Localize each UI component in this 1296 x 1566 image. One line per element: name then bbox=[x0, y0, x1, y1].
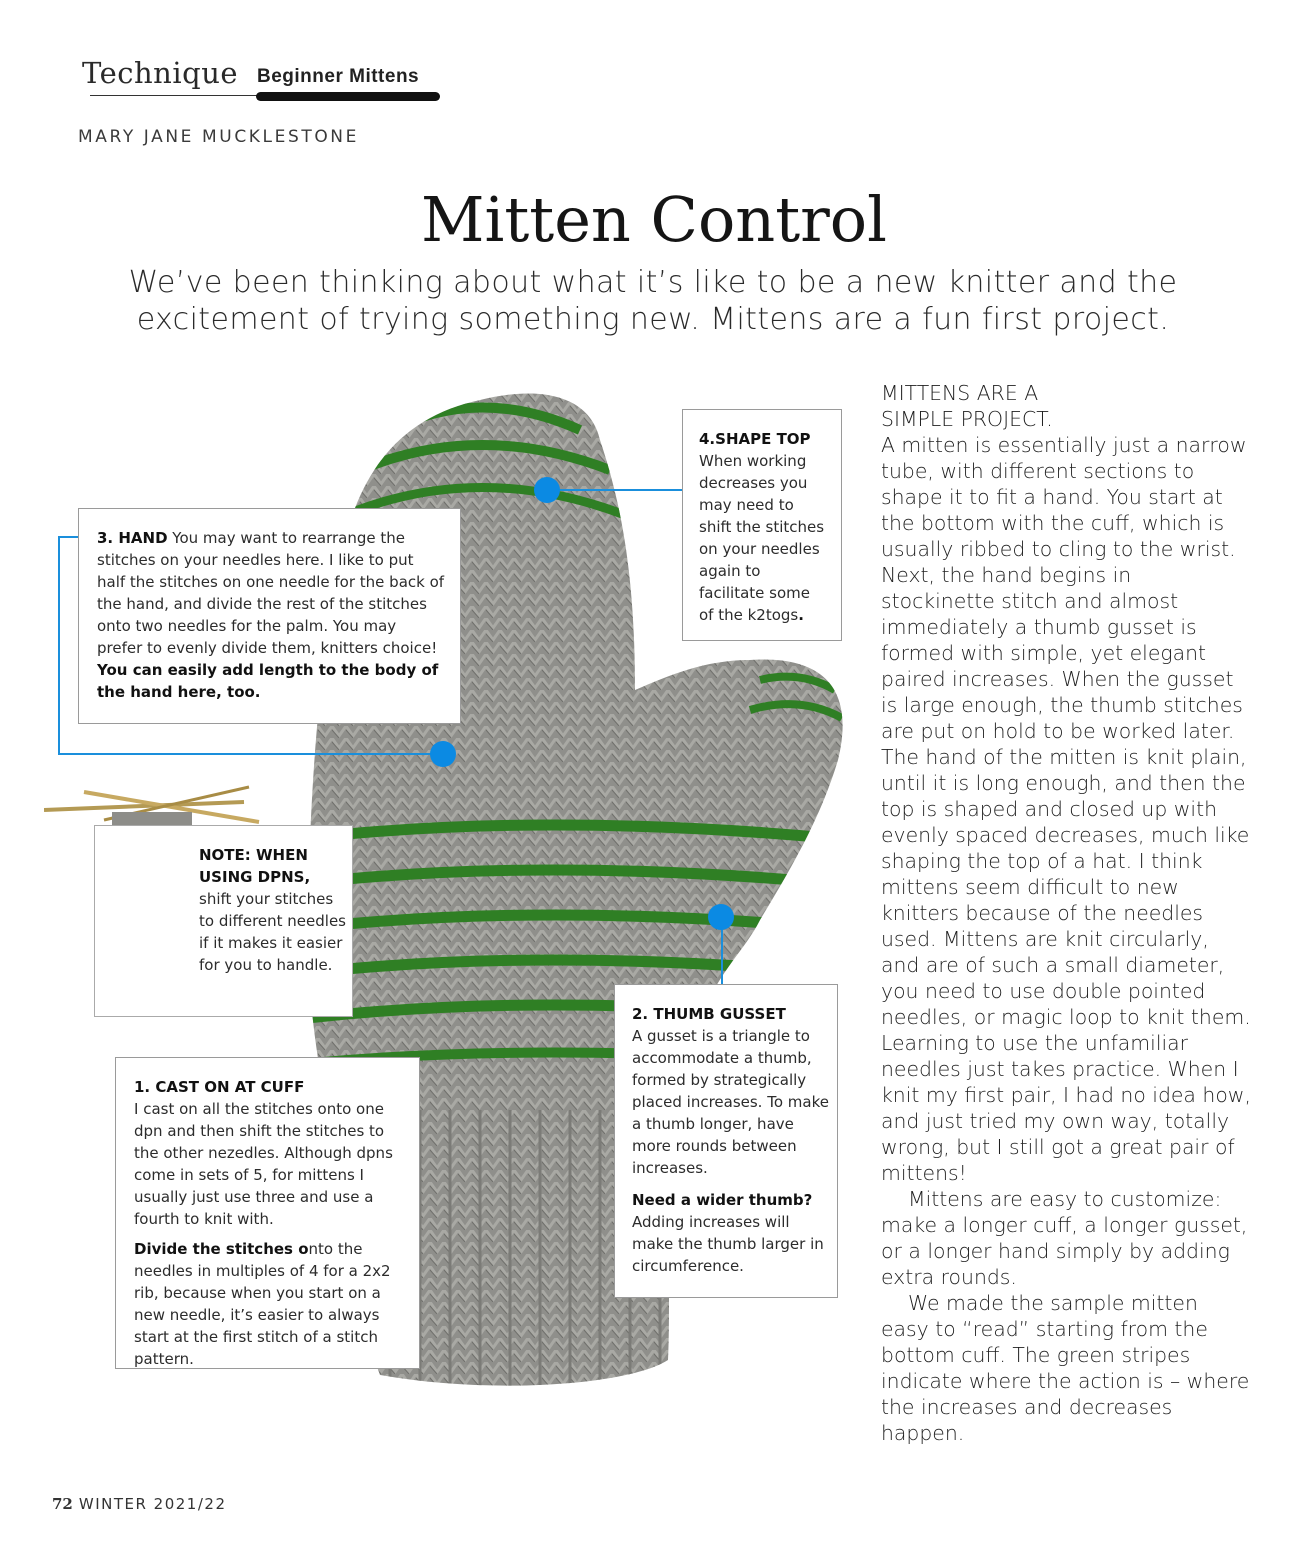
callout-note bbox=[94, 825, 353, 1017]
callout-cast-text: I cast on all the stitches onto one dpn and then shift the stitches to the other nezedles. Although dpns come in sets of 5, for mittens I usually just use three and use a fourth to knit with. bbox=[134, 1100, 393, 1228]
callout-cast-heading: 1. CAST ON AT CUFF bbox=[134, 1078, 305, 1096]
leader-hand-vertical bbox=[58, 536, 60, 755]
header-rule-thin bbox=[90, 95, 260, 96]
leader-shape-top bbox=[558, 489, 682, 491]
callout-hand-heading: 3. HAND bbox=[97, 529, 168, 547]
callout-cast-sub-text: nto the needles in multiples of 4 for a 2x2 rib, because when you start on a new needle, it’s easier to always start at the first stitch of a stitch pattern. bbox=[134, 1240, 391, 1368]
body-paragraph-3: We made the sample mitten easy to “read” starting from the bottom cuff. The green stripes indicate where the action is – where the increases and decreases happen. bbox=[881, 1291, 1250, 1445]
body-lead: MITTENS ARE A SIMPLE PROJECT. bbox=[881, 381, 1053, 431]
callout-cast-sub-bold: Divide the stitches o bbox=[134, 1240, 309, 1258]
section-label: Technique bbox=[82, 56, 239, 90]
callout-dot-hand bbox=[430, 741, 456, 767]
callout-note-text: shift your stitches to different needles if it makes it easier for you to handle. bbox=[199, 890, 346, 974]
callout-shape-tail: . bbox=[798, 606, 804, 624]
callout-thumb-sub-text: Adding increases will make the thumb larger in circumference. bbox=[632, 1213, 824, 1275]
issue-label: WINTER 2021/22 bbox=[78, 1495, 227, 1513]
header-rule-thick bbox=[256, 92, 440, 101]
callout-shape-text: When working decreases you may need to shift the stitches on your needles again to facilitate some of the k2togs bbox=[699, 452, 825, 624]
callout-note-heading: NOTE: WHEN USING DPNS, bbox=[199, 846, 311, 886]
callout-thumb-gusset bbox=[614, 984, 838, 1298]
callout-cast-on bbox=[115, 1057, 420, 1369]
article-deck: We’ve been thinking about what it’s like to be a new knitter and the excitement of trying something new. Mittens are a fun first project. bbox=[128, 265, 1178, 337]
article-title: Mitten Control bbox=[421, 183, 887, 256]
callout-shape-top bbox=[682, 409, 842, 641]
callout-thumb-text: A gusset is a triangle to accommodate a thumb, formed by strategically placed increases. To make a thumb longer, have more rounds between increases. bbox=[632, 1027, 829, 1177]
callout-hand-text: You may want to rearrange the stitches on your needles here. I like to put half the stitches on one needle for the back of the hand, and divide the rest of the stitches onto two needles for the palm. You may prefer to evenly divide them, knitters choice! bbox=[97, 529, 445, 657]
callout-thumb-sub-heading: Need a wider thumb? bbox=[632, 1191, 813, 1209]
page-footer bbox=[52, 1495, 227, 1513]
page-number: 72 bbox=[52, 1495, 73, 1513]
article-body bbox=[881, 380, 1251, 1446]
leader-hand-top bbox=[58, 536, 80, 538]
callout-thumb-heading: 2. THUMB GUSSET bbox=[632, 1005, 786, 1023]
leader-hand-horizontal bbox=[58, 753, 443, 755]
callout-hand-bold-tail: You can easily add length to the body of the hand here, too. bbox=[97, 661, 439, 701]
section-subtitle: Beginner Mittens bbox=[257, 66, 420, 87]
callout-shape-heading: 4.SHAPE TOP bbox=[699, 430, 811, 448]
callout-hand bbox=[78, 508, 461, 724]
callout-dot-shape-top bbox=[534, 477, 560, 503]
author-byline: MARY JANE MUCKLESTONE bbox=[78, 127, 359, 147]
body-paragraph-1: A mitten is essentially just a narrow tube, with different sections to shape it to fit a hand. You start at the bottom with the cuff, which is usually ribbed to cling to the wrist. Next, the hand begins in stockinette stitch and almost immediately a thumb gusset is formed with simple, yet elegant paired increases. When the gusset is large enough, the thumb stitches are put on hold to be worked later. The hand of the mitten is knit plain, until it is long enough, and then the top is shaped and closed up with evenly spaced decreases, much like shaping the top of a hat. I think mittens seem difficult to new knitters because of the needles used. Mittens are knit circularly, and are of such a small diameter, you need to use double pointed needles, or magic loop to knit them. Learning to use the unfamiliar needles just takes practice. When I knit my first pair, I had no idea how, and just tried my own way, totally wrong, but I still got a great pair of mittens! bbox=[881, 433, 1251, 1185]
callout-dot-thumb bbox=[708, 904, 734, 930]
body-paragraph-2: Mittens are easy to customize: make a longer cuff, a longer gusset, or a longer hand simply by adding extra rounds. bbox=[881, 1187, 1248, 1289]
